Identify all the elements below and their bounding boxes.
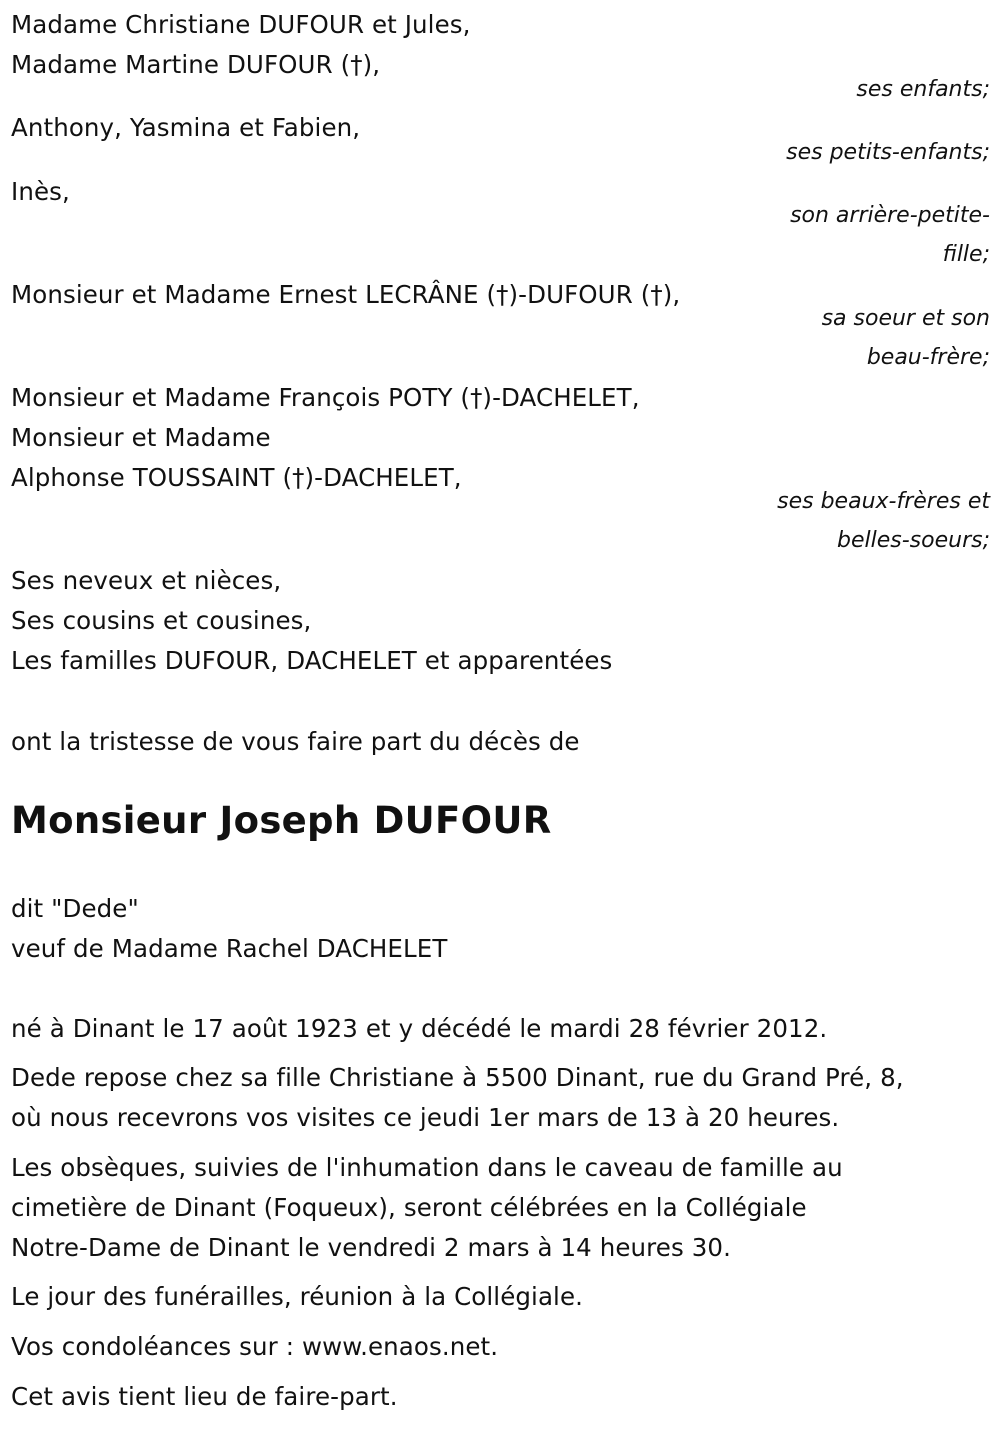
great-granddaughter-role-line-1: son arrière-petite- <box>790 203 990 228</box>
grandchildren-names: Anthony, Yasmina et Fabien, <box>11 113 361 142</box>
condolences-text: Vos condoléances sur : www.enaos.net. <box>11 1332 499 1361</box>
in-laws-name-2: Monsieur et Madame <box>11 423 271 452</box>
funeral-line-1: Les obsèques, suivies de l'inhumation dans le caveau de famille au <box>11 1153 843 1182</box>
children-role: ses enfants; <box>856 77 990 102</box>
in-laws-role-line-2: belles-soeurs; <box>837 528 990 553</box>
visitation-line-2: où nous recevrons vos visites ce jeudi 1er mars de 13 à 20 heures. <box>11 1103 840 1132</box>
in-laws-name-3: Alphonse TOUSSAINT (†)-DACHELET, <box>11 463 462 492</box>
sister-role-line-1: sa soeur et son <box>821 306 990 331</box>
sister-role-line-2: beau-frère; <box>866 345 990 370</box>
notice-text: Cet avis tient lieu de faire-part. <box>11 1382 398 1411</box>
sister-names: Monsieur et Madame Ernest LECRÂNE (†)-DUFOUR (†), <box>11 280 681 309</box>
deceased-nickname: dit "Dede" <box>11 894 139 923</box>
funeral-line-2: cimetière de Dinant (Foqueux), seront célébrées en la Collégiale <box>11 1193 807 1222</box>
announcement-text: ont la tristesse de vous faire part du décès de <box>11 727 580 756</box>
families: Les familles DUFOUR, DACHELET et apparentées <box>11 646 613 675</box>
great-granddaughter-name: Inès, <box>11 177 70 206</box>
deceased-name: Monsieur Joseph DUFOUR <box>11 799 552 842</box>
in-laws-name-1: Monsieur et Madame François POTY (†)-DACHELET, <box>11 383 640 412</box>
children-name-1: Madame Christiane DUFOUR et Jules, <box>11 10 471 39</box>
visitation-line-1: Dede repose chez sa fille Christiane à 5500 Dinant, rue du Grand Pré, 8, <box>11 1063 904 1092</box>
nephews-nieces: Ses neveux et nièces, <box>11 566 282 595</box>
grandchildren-role: ses petits-enfants; <box>786 140 990 165</box>
cousins: Ses cousins et cousines, <box>11 606 312 635</box>
birth-death-text: né à Dinant le 17 août 1923 et y décédé le mardi 28 février 2012. <box>11 1014 828 1043</box>
deceased-spouse: veuf de Madame Rachel DACHELET <box>11 934 448 963</box>
meeting-text: Le jour des funérailles, réunion à la Collégiale. <box>11 1282 584 1311</box>
great-granddaughter-role-line-2: fille; <box>942 242 990 267</box>
in-laws-role-line-1: ses beaux-frères et <box>777 489 990 514</box>
funeral-line-3: Notre-Dame de Dinant le vendredi 2 mars à 14 heures 30. <box>11 1233 731 1262</box>
children-name-2: Madame Martine DUFOUR (†), <box>11 50 381 79</box>
